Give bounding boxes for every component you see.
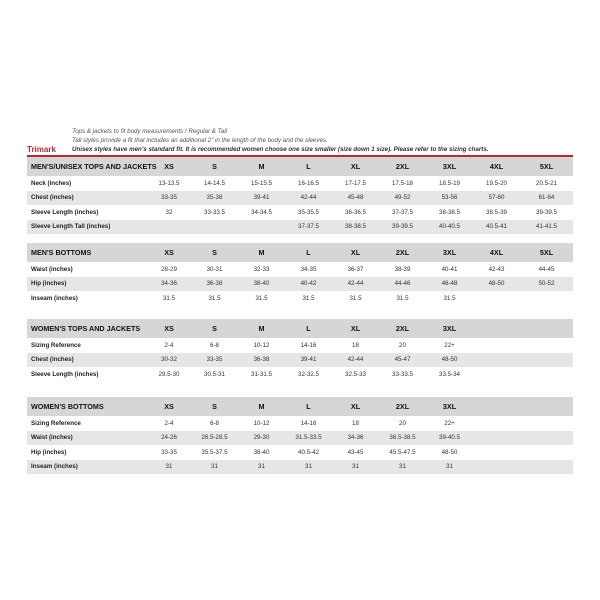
table-cell: 37-37.5 <box>298 223 319 231</box>
table-cell: 18 <box>352 419 359 427</box>
table-cell: 36-37 <box>347 265 364 273</box>
size-header: S <box>212 324 217 333</box>
table-cell: 31 <box>399 463 406 471</box>
table-cell: 26.5-28.5 <box>201 434 228 442</box>
table-cell: 33-33.5 <box>392 370 413 378</box>
table-cell: 46-48 <box>441 280 458 288</box>
section-title: MEN'S BOTTOMS <box>31 248 92 257</box>
table-cell: 45-48 <box>347 194 364 202</box>
table-cell: 36.5-38.5 <box>389 434 416 442</box>
size-header: XL <box>350 324 361 333</box>
row-label: Chest (inches) <box>31 356 74 364</box>
table-cell: 36-36.5 <box>345 208 366 216</box>
table-cell: 22+ <box>444 419 455 427</box>
table-cell: 39-41 <box>300 356 317 364</box>
row-label: Hip (inches) <box>31 448 67 456</box>
table-row <box>27 220 573 235</box>
table-cell: 10-12 <box>253 341 270 349</box>
table-cell: 34-35 <box>300 265 317 273</box>
table-cell: 34-36 <box>347 434 364 442</box>
table-cell: 2-4 <box>164 419 174 427</box>
size-header: M <box>258 402 265 411</box>
table-cell: 34-36 <box>161 280 177 288</box>
table-cell: 18.5-19 <box>439 179 460 187</box>
section-header <box>27 319 573 338</box>
row-label: Waist (inches) <box>31 265 73 273</box>
fit-note-line-1: Tops & jackets to fit body measurements / Regular & Tall <box>72 128 227 135</box>
table-cell: 31.5-33.5 <box>295 434 322 442</box>
table-cell: 14-14.5 <box>204 179 225 187</box>
table-cell: 35-38 <box>206 194 223 202</box>
table-row <box>27 291 573 306</box>
table-cell: 36-38 <box>253 356 270 364</box>
table-cell: 40-40.5 <box>439 223 460 231</box>
table-cell: 18 <box>352 341 359 349</box>
table-cell: 2-4 <box>164 341 174 349</box>
brand-logo: Trimark <box>27 145 56 154</box>
size-header: 2XL <box>395 324 410 333</box>
table-cell: 33-35 <box>161 448 177 456</box>
table-cell: 31 <box>305 463 312 471</box>
table-row <box>27 431 573 446</box>
table-cell: 48-50 <box>441 448 458 456</box>
table-cell: 40-41 <box>441 265 458 273</box>
table-cell: 39-39.5 <box>392 223 413 231</box>
table-cell: 41-41.5 <box>536 223 557 231</box>
table-cell: 38-40 <box>253 280 270 288</box>
section-mens-bottoms <box>27 243 573 306</box>
table-cell: 39-41 <box>253 194 270 202</box>
table-cell: 38-39 <box>394 265 411 273</box>
table-cell: 31.5 <box>255 294 268 302</box>
table-cell: 32-32.5 <box>298 370 319 378</box>
table-cell: 40.5-41 <box>486 223 507 231</box>
table-cell: 35.5-37.5 <box>201 448 228 456</box>
table-cell: 34-34.5 <box>251 208 272 216</box>
table-cell: 19.5-20 <box>486 179 507 187</box>
size-header: 5XL <box>539 162 554 171</box>
table-cell: 30.5-31 <box>204 370 225 378</box>
table-cell: 35-35.5 <box>298 208 319 216</box>
section-header <box>27 243 573 262</box>
table-row <box>27 445 573 460</box>
table-cell: 33-35 <box>161 194 177 202</box>
table-cell: 43-45 <box>347 448 364 456</box>
row-label: Inseam (inches) <box>31 294 78 302</box>
table-cell: 45-47 <box>394 356 411 364</box>
size-header: XS <box>164 324 174 333</box>
table-cell: 38-38.5 <box>345 223 366 231</box>
size-header: XL <box>350 402 361 411</box>
fit-note-line-2: Tall styles provide a fit that includes an additional 2" in the length of the body and the sleeves. <box>72 137 328 144</box>
table-cell: 31 <box>352 463 359 471</box>
size-header: XS <box>164 248 174 257</box>
size-header: M <box>258 162 265 171</box>
table-cell: 50-52 <box>538 280 555 288</box>
table-cell: 16-16.5 <box>298 179 319 187</box>
section-title: WOMEN'S BOTTOMS <box>31 402 104 411</box>
row-label: Waist (inches) <box>31 434 73 442</box>
table-cell: 22+ <box>444 341 455 349</box>
table-cell: 10-12 <box>253 419 270 427</box>
section-header <box>27 157 573 176</box>
size-header: 2XL <box>395 402 410 411</box>
size-header: XL <box>350 248 361 257</box>
size-header: 2XL <box>395 162 410 171</box>
table-cell: 44-45 <box>538 265 555 273</box>
table-cell: 38.5-39 <box>486 208 507 216</box>
table-cell: 13-13.5 <box>158 179 180 187</box>
table-cell: 31 <box>211 463 218 471</box>
row-label: Sleeve Length (inches) <box>31 208 99 216</box>
size-header: 2XL <box>395 248 410 257</box>
table-row <box>27 367 573 382</box>
table-cell: 15-15.5 <box>251 179 272 187</box>
size-header: S <box>212 402 217 411</box>
size-header: XS <box>164 162 174 171</box>
table-row <box>27 460 573 475</box>
size-header: 3XL <box>442 324 457 333</box>
size-header: 3XL <box>442 402 457 411</box>
size-header: L <box>306 162 311 171</box>
table-cell: 61-64 <box>538 194 555 202</box>
table-cell: 31.5 <box>443 294 456 302</box>
section-title: WOMEN'S TOPS AND JACKETS <box>31 324 141 333</box>
table-cell: 17.5-18 <box>392 179 413 187</box>
section-mens-unisex-tops <box>27 157 573 234</box>
table-cell: 40-42 <box>300 280 317 288</box>
table-row <box>27 353 573 368</box>
table-cell: 32 <box>165 208 173 216</box>
row-label: Sleeve Length Tall (inches) <box>31 223 111 231</box>
table-cell: 24-26 <box>161 434 177 442</box>
size-header: 4XL <box>489 248 504 257</box>
table-cell: 31 <box>165 463 173 471</box>
table-cell: 39-39.5 <box>536 208 557 216</box>
section-womens-bottoms <box>27 397 573 474</box>
table-cell: 20.5-21 <box>536 179 557 187</box>
row-label: Sizing Reference <box>31 341 81 349</box>
unisex-note: Unisex styles have men's standard fit. It is recommended women choose one size smaller (size down 1 size). Please refer to the sizing charts. <box>72 146 489 153</box>
table-cell: 37-37.5 <box>392 208 413 216</box>
table-cell: 14-16 <box>300 341 317 349</box>
table-cell: 49-52 <box>394 194 411 202</box>
table-row <box>27 262 573 277</box>
table-cell: 45.5-47.5 <box>389 448 416 456</box>
size-header: 4XL <box>489 162 504 171</box>
table-cell: 6-8 <box>210 419 219 427</box>
table-cell: 30-31 <box>206 265 223 273</box>
size-header: 3XL <box>442 162 457 171</box>
table-cell: 36-38 <box>206 280 223 288</box>
table-cell: 29.5-30 <box>158 370 180 378</box>
row-label: Hip (inches) <box>31 280 67 288</box>
table-cell: 28-29 <box>161 265 177 273</box>
size-header: 5XL <box>539 248 554 257</box>
table-cell: 33.5-34 <box>439 370 460 378</box>
table-cell: 48-50 <box>488 280 505 288</box>
table-cell: 31.5 <box>349 294 362 302</box>
size-header: XL <box>350 162 361 171</box>
table-cell: 33-33.5 <box>204 208 225 216</box>
table-cell: 33-35 <box>206 356 223 364</box>
table-cell: 31 <box>446 463 453 471</box>
table-cell: 38-38.5 <box>439 208 460 216</box>
table-cell: 53-56 <box>441 194 458 202</box>
table-cell: 40.5-42 <box>298 448 319 456</box>
table-cell: 31.5 <box>162 294 176 302</box>
table-cell: 20 <box>399 341 406 349</box>
table-cell: 57-60 <box>488 194 505 202</box>
table-cell: 42-44 <box>347 280 364 288</box>
size-header: M <box>258 248 265 257</box>
table-cell: 38-40 <box>253 448 270 456</box>
table-cell: 30-32 <box>161 356 177 364</box>
size-header: S <box>212 162 217 171</box>
table-cell: 31.5 <box>302 294 315 302</box>
table-cell: 42-43 <box>488 265 505 273</box>
table-cell: 48-50 <box>441 356 458 364</box>
size-header: 3XL <box>442 248 457 257</box>
table-row <box>27 277 573 292</box>
row-label: Neck (inches) <box>31 179 72 187</box>
size-header: L <box>306 402 311 411</box>
size-header: S <box>212 248 217 257</box>
fit-notes <box>72 127 328 145</box>
table-cell: 31.5 <box>208 294 221 302</box>
table-cell: 39-40.5 <box>439 434 460 442</box>
row-label: Sizing Reference <box>31 419 81 427</box>
table-row <box>27 191 573 206</box>
table-cell: 42-44 <box>347 356 364 364</box>
section-header <box>27 397 573 416</box>
table-cell: 20 <box>399 419 406 427</box>
table-cell: 31-31.5 <box>251 370 272 378</box>
table-cell: 32-33 <box>253 265 270 273</box>
table-cell: 14-16 <box>300 419 317 427</box>
table-cell: 44-46 <box>394 280 411 288</box>
section-womens-tops <box>27 319 573 382</box>
brand-row <box>27 145 573 155</box>
table-row <box>27 176 573 191</box>
row-label: Inseam (inches) <box>31 463 78 471</box>
table-row <box>27 205 573 220</box>
table-cell: 32.5-33 <box>345 370 366 378</box>
section-title: MEN'S/UNISEX TOPS AND JACKETS <box>31 162 157 171</box>
table-cell: 31 <box>258 463 265 471</box>
table-cell: 17-17.5 <box>345 179 366 187</box>
table-cell: 29-30 <box>253 434 270 442</box>
size-header: M <box>258 324 265 333</box>
row-label: Sleeve Length (inches) <box>31 370 99 378</box>
row-label: Chest (inches) <box>31 194 74 202</box>
table-row <box>27 338 573 353</box>
size-header: XS <box>164 402 174 411</box>
table-row <box>27 416 573 431</box>
size-header: L <box>306 248 311 257</box>
table-cell: 6-8 <box>210 341 219 349</box>
table-cell: 42-44 <box>300 194 317 202</box>
table-cell: 31.5 <box>396 294 409 302</box>
size-header: L <box>306 324 311 333</box>
